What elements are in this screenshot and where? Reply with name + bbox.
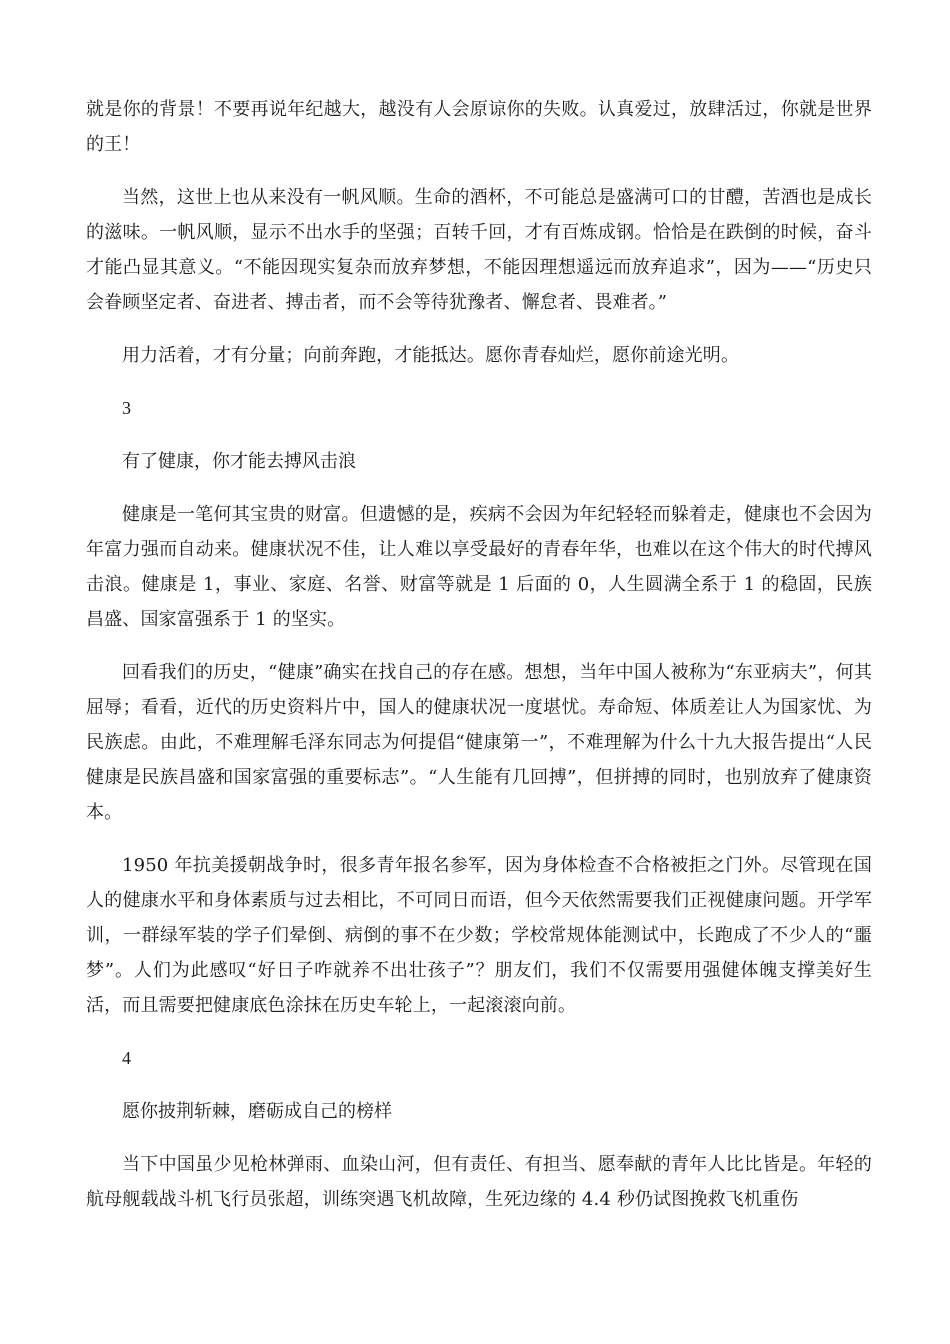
paragraph-hardship: 当然，这世上也从来没有一帆风顺。生命的酒杯，不可能总是盛满可口的甘醴，苦酒也是成长的滋味。一帆风顺，显示不出水手的坚强；百转千回，才有百炼成钢。恰恰是在跌倒的时候，奋斗才能凸显其意义。“不能因现实复杂而放弃梦想，不能因理想遥远而放弃追求”，因为——“历史只会眷顾坚定者、奋进者、搏击者，而不会等待犹豫者、懈怠者、畏难者。” — [86, 187, 872, 313]
section-heading-health: 有了健康，你才能去搏风击浪 — [122, 451, 356, 472]
document-body — [86, 92, 872, 1235]
paragraph-health-wealth: 健康是一笔何其宝贵的财富。但遗憾的是，疾病不会因为年纪轻轻而躲着走，健康也不会因为年富力强而自动来。健康状况不佳，让人难以享受最好的青春年华，也难以在这个伟大的时代搏风击浪。健康是 1，事业、家庭、名誉、财富等就是 1 后面的 0，人生圆满全系于 1 的稳固，民族昌盛、国家富强系于 1 的坚实。 — [86, 504, 872, 630]
paragraph-1950: 1950 年抗美援朝战争时，很多青年报名参军，因为身体检查不合格被拒之门外。尽管现在国人的健康水平和身体素质与过去相比，不可同日而语，但今天依然需要我们正视健康问题。开学军训，一群绿军装的学子们晕倒、病倒的事不在少数；学校常规体能测试中，长跑成了不少人的“噩梦”。人们为此感叹“好日子咋就养不出壮孩子”？朋友们，我们不仅需要用强健体魄支撑美好生活，而且需要把健康底色涂抹在历史车轮上，一起滚滚向前。 — [86, 855, 872, 1016]
paragraph-wish: 用力活着，才有分量；向前奔跑，才能抵达。愿你青春灿烂，愿你前途光明。 — [122, 345, 740, 366]
paragraph-zhang-chao: 当下中国虽少见枪林弹雨、血染山河，但有责任、有担当、愿奉献的青年人比比皆是。年轻的航母舰载战斗机飞行员张超，训练突遇飞机故障，生死边缘的 4.4 秒仍试图挽救飞机重伤 — [86, 1154, 872, 1210]
section-heading-role-model: 愿你披荆斩棘，磨砺成自己的榜样 — [122, 1101, 392, 1122]
section-number-3: 3 — [122, 398, 131, 418]
paragraph-health-history: 回看我们的历史，“健康”确实在找自己的存在感。想想，当年中国人被称为“东亚病夫”，何其屈辱；看看，近代的历史资料片中，国人的健康状况一度堪忧。寿命短、体质差让人为国家忧、为民族虑。由此，不难理解毛泽东同志为何提倡“健康第一”，不难理解为什么十九大报告提出“人民健康是民族昌盛和国家富强的重要标志”。“人生能有几回搏”，但拼搏的同时，也别放弃了健康资本。 — [86, 662, 872, 823]
paragraph-continuation: 就是你的背景！不要再说年纪越大，越没有人会原谅你的失败。认真爱过，放肆活过，你就是世界的王！ — [86, 99, 872, 155]
section-number-4: 4 — [122, 1048, 131, 1068]
